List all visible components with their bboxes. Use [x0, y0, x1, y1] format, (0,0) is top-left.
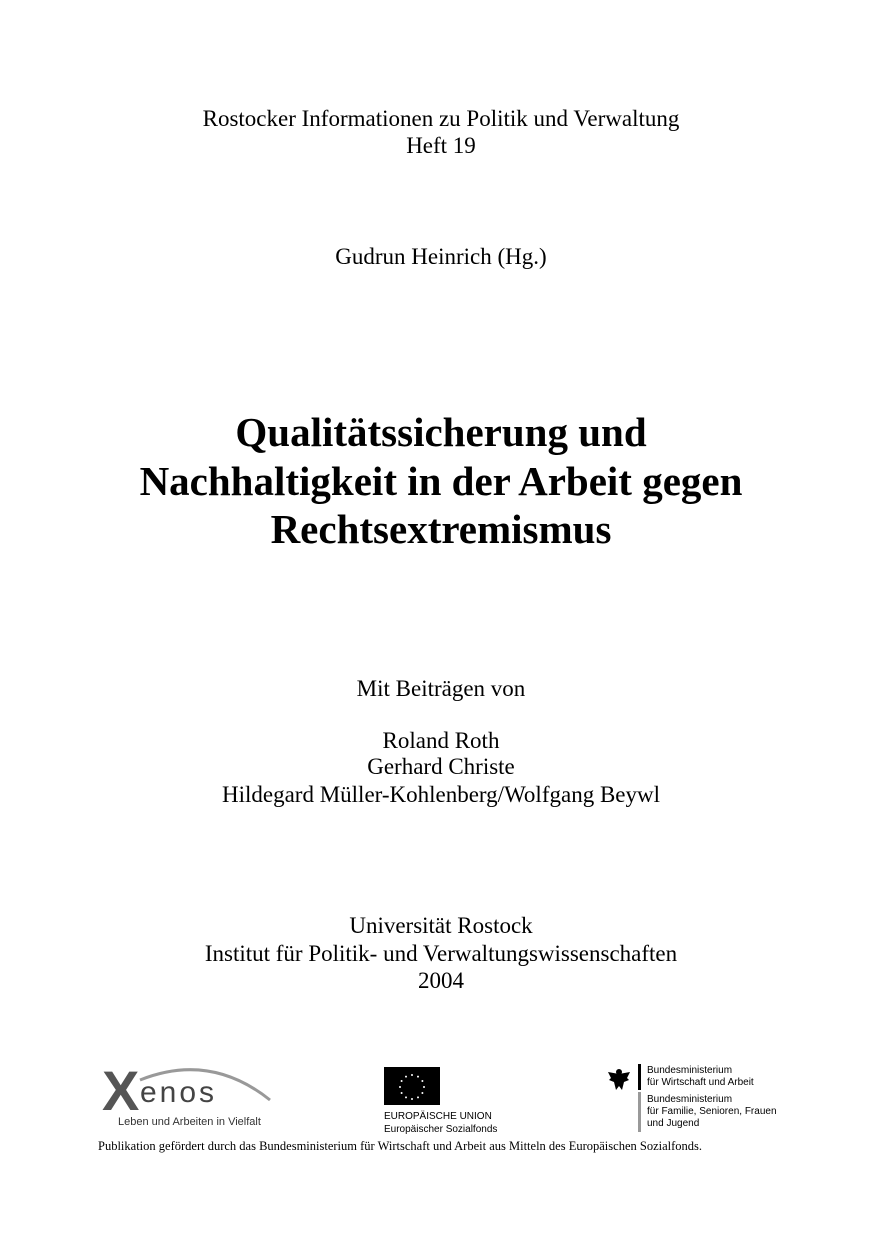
eu-logo: EUROPÄISCHE UNION Europäischer Sozialfonds [384, 1067, 524, 1137]
contributor: Gerhard Christe [367, 754, 515, 779]
title-line-2: Nachhaltigkeit in der Arbeit gegen [139, 458, 743, 504]
funding-note: Publikation gefördert durch das Bundesministerium für Wirtschaft und Arbeit aus Mitteln des Europäischen Sozialfonds. [98, 1139, 703, 1153]
xenos-logo: X enos Leben und Arbeiten in Vielfalt [100, 1062, 290, 1132]
institute: Institut für Politik- und Verwaltungswissenschaften [204, 941, 678, 966]
title-line-1: Qualitätssicherung und [235, 409, 647, 455]
university: Universität Rostock [349, 913, 533, 938]
year: 2004 [418, 968, 464, 993]
divider [638, 1092, 641, 1132]
contributor: Roland Roth [382, 728, 500, 753]
federal-eagle-icon [606, 1066, 632, 1092]
title-line-3: Rechtsextremismus [270, 506, 612, 552]
editor: Gudrun Heinrich (Hg.) [335, 244, 547, 269]
divider [638, 1064, 641, 1090]
eu-flag-icon [384, 1067, 440, 1105]
series-issue: Heft 19 [406, 133, 476, 158]
contributors-heading: Mit Beiträgen von [356, 676, 526, 701]
contributor: Hildegard Müller-Kohlenberg/Wolfgang Beywl [222, 782, 660, 807]
ministry-logo: Bundesministerium für Wirtschaft und Arbeit Bundesministerium für Familie, Senioren, Frauen und Jugend [606, 1064, 796, 1134]
series-title: Rostocker Informationen zu Politik und Verwaltung [202, 106, 680, 131]
